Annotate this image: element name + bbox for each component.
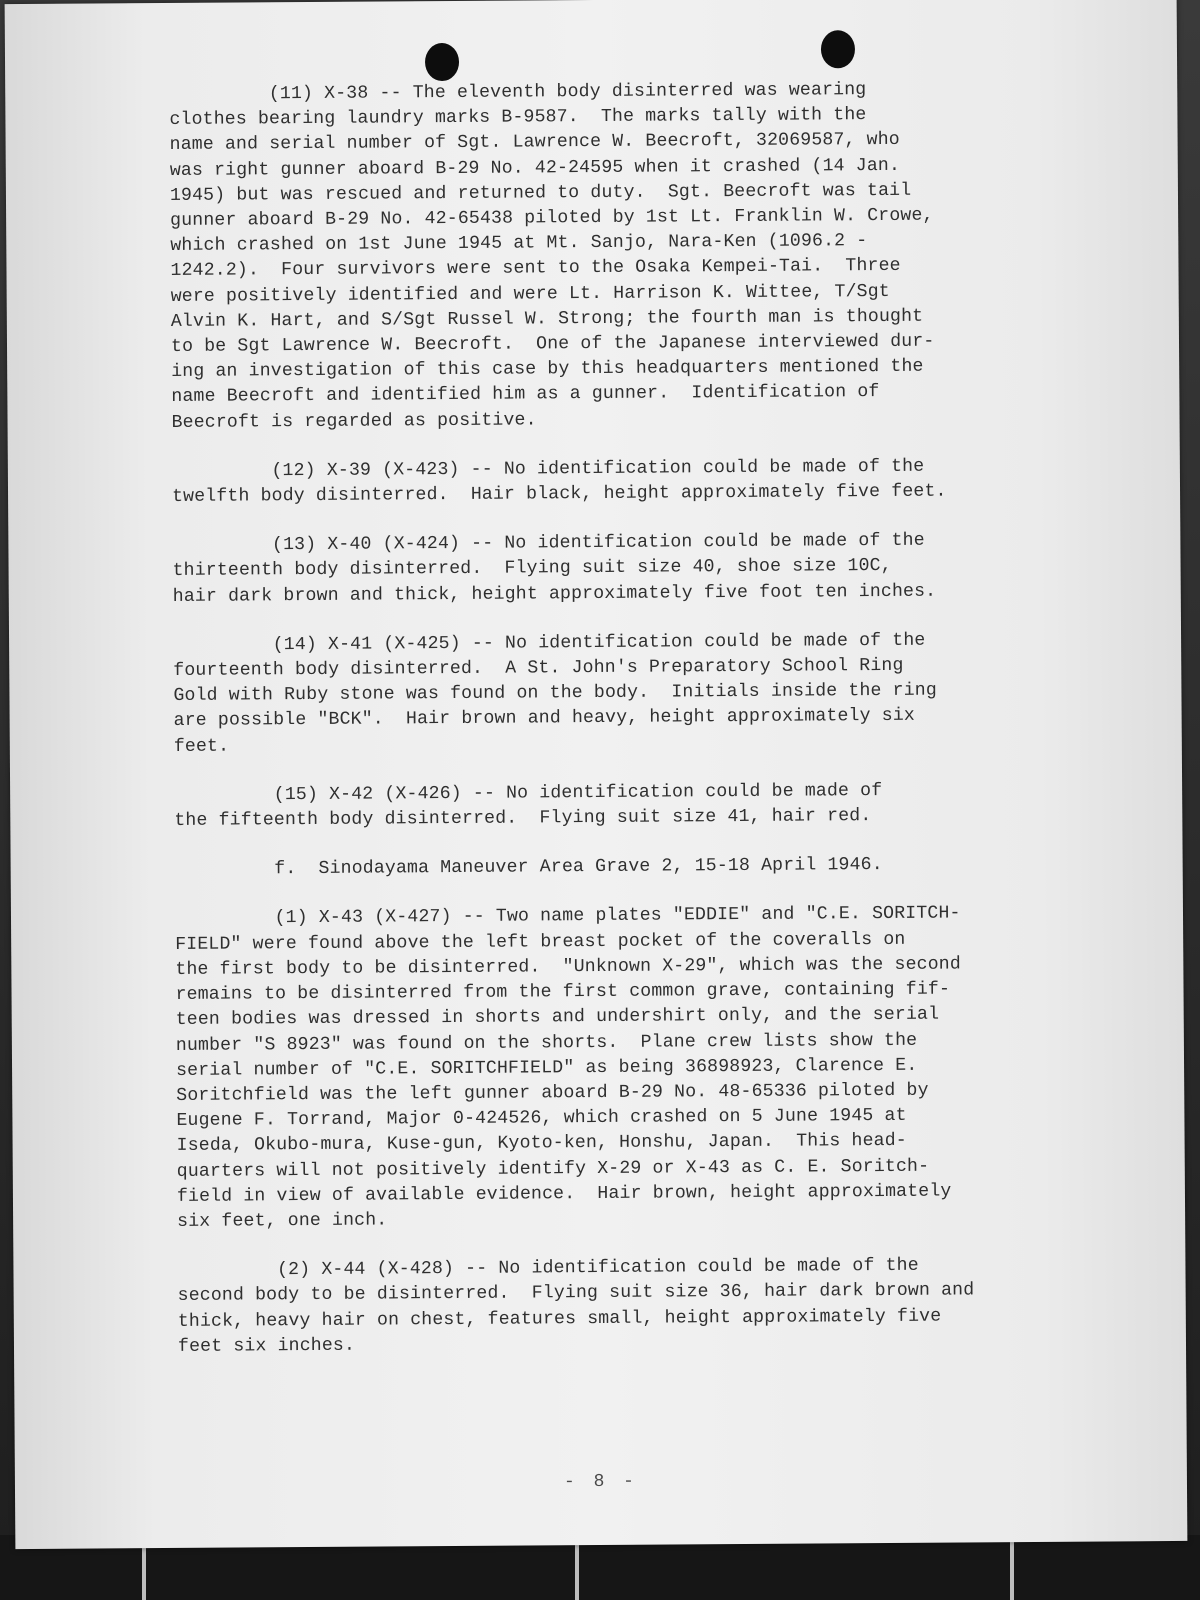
text-line: was right gunner aboard B-29 No. 42-24595 when it crashed (14 Jan.: [169, 155, 901, 181]
text-line: feet six inches.: [177, 1335, 356, 1357]
paragraph-p12: [172, 454, 1072, 511]
text-line: field in view of available evidence. Hair brown, height approximately: [176, 1181, 952, 1207]
text-line: remains to be disinterred from the first common grave, containing fif-: [175, 979, 951, 1006]
text-line: Gold with Ruby stone was found on the body. Initials inside the ring: [173, 680, 937, 707]
text-line: (1) X-43 (X-427) -- Two name plates "EDDIE" and "C.E. SORITCH-: [174, 903, 961, 930]
page-number: - 8 -: [563, 1471, 639, 1493]
text-line: teen bodies was dressed in shorts and undershirt only, and the serial: [175, 1004, 940, 1031]
text-line: which crashed on 1st June 1945 at Mt. Sanjo, Nara-Ken (1096.2 -: [170, 231, 868, 257]
text-line: hair dark brown and thick, height approximately five foot ten inches.: [172, 581, 937, 607]
text-line: 1242.2). Four survivors were sent to the Osaka Kempei-Tai. Three: [170, 256, 901, 282]
text-line: Soritchfield was the left gunner aboard B-29 No. 48-65336 piloted by: [176, 1080, 929, 1106]
text-line: were positively identified and were Lt. Harrison K. Wittee, T/Sgt: [170, 281, 890, 307]
paragraph-p13: [172, 528, 1073, 610]
paragraph-pf: [175, 852, 1075, 883]
text-line: Iseda, Okubo-mura, Kuse-gun, Kyoto-ken, Honshu, Japan. This head-: [176, 1131, 907, 1157]
punch-hole-left: [425, 43, 459, 81]
punch-hole-right: [821, 30, 855, 68]
text-line: feet.: [173, 736, 230, 757]
text-line: the first body to be disinterred. "Unknown X-29", which was the second: [175, 954, 961, 980]
text-line: number "S 8923" was found on the shorts. Plane crew lists show the: [175, 1030, 918, 1056]
text-line: thick, heavy hair on chest, features small, height approximately five: [177, 1306, 942, 1332]
text-line: name and serial number of Sgt. Lawrence W. Beecroft, 32069587, who: [169, 130, 900, 156]
paragraph-pf2: [177, 1253, 1078, 1360]
text-line: to be Sgt Lawrence W. Beecroft. One of the Japanese interviewed dur-: [170, 331, 935, 357]
document-body: [169, 77, 1078, 1384]
text-line: Eugene F. Torrand, Major 0-424526, which crashed on 5 June 1945 at: [176, 1105, 907, 1132]
text-line: f. Sinodayama Maneuver Area Grave 2, 15-18 April 1946.: [174, 855, 883, 881]
text-line: six feet, one inch.: [177, 1210, 388, 1232]
text-line: are possible "BCK". Hair brown and heavy, height approximately six: [173, 706, 915, 732]
floor-tile-seam: [142, 1540, 146, 1600]
text-line: (15) X-42 (X-426) -- No identification could be made of: [174, 780, 883, 806]
text-line: quarters will not positively identify X-29 or X-43 as C. E. Soritch-: [176, 1156, 930, 1182]
text-line: the fifteenth body disinterred. Flying suit size 41, hair red.: [174, 806, 872, 832]
text-line: thirteenth body disinterred. Flying suit size 40, shoe size 10C,: [172, 556, 892, 582]
text-line: Alvin K. Hart, and S/Sgt Russel W. Strong; the fourth man is thought: [170, 306, 924, 332]
text-line: name Beecroft and identified him as a gunner. Identification of: [171, 382, 880, 408]
paragraph-p15: [174, 778, 1074, 835]
text-line: gunner aboard B-29 No. 42-65438 piloted by 1st Lt. Franklin W. Crowe,: [170, 205, 934, 231]
paragraph-p14: [173, 628, 1074, 760]
text-line: FIELD" were found above the left breast pocket of the coveralls on: [175, 929, 906, 955]
text-line: (13) X-40 (X-424) -- No identification could be made of the: [172, 530, 925, 557]
text-line: (12) X-39 (X-423) -- No identification could be made of the: [171, 456, 925, 482]
text-line: ing an investigation of this case by this headquarters mentioned the: [171, 356, 924, 383]
floor-tile-seam: [575, 1540, 579, 1600]
text-line: serial number of "C.E. SORITCHFIELD" as being 36898923, Clarence E.: [176, 1055, 918, 1081]
text-line: (2) X-44 (X-428) -- No identification could be made of the: [177, 1255, 919, 1282]
text-line: fourteenth body disinterred. A St. John's Preparatory School Ring: [173, 655, 904, 682]
text-line: 1945) but was rescued and returned to duty. Sgt. Beecroft was tail: [169, 180, 912, 206]
text-line: clothes bearing laundry marks B-9587. The marks tally with the: [169, 105, 867, 131]
document-page: [5, 0, 1188, 1549]
text-line: Beecroft is regarded as positive.: [171, 410, 537, 433]
text-line: (14) X-41 (X-425) -- No identification could be made of the: [173, 630, 926, 656]
text-line: second body to be disinterred. Flying suit size 36, hair dark brown and: [177, 1280, 975, 1307]
paragraph-p11: [169, 77, 1071, 436]
text-line: twelfth body disinterred. Hair black, height approximately five feet.: [171, 481, 947, 507]
floor-tile-seam: [1010, 1540, 1014, 1600]
text-line: (11) X-38 -- The eleventh body disinterred was wearing: [169, 80, 867, 105]
paragraph-pf1: [175, 901, 1077, 1235]
